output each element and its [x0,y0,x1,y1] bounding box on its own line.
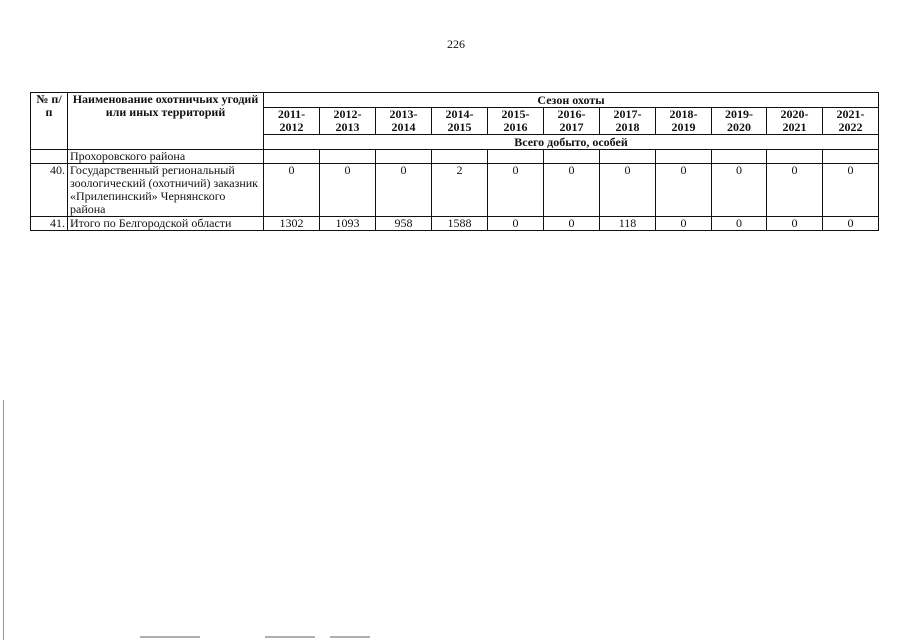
row-value [376,150,432,164]
row-number: 40. [31,164,68,217]
row-value [544,150,600,164]
header-year: 2017-2018 [600,108,656,135]
header-row-season [31,93,879,108]
header-year: 2013-2014 [376,108,432,135]
row-number [31,150,68,164]
header-year: 2020-2021 [767,108,823,135]
table-row [31,150,879,164]
header-year: 2015-2016 [488,108,544,135]
header-season: Сезон охоты [264,93,879,108]
header-year: 2019-2020 [712,108,767,135]
row-value [488,150,544,164]
table-row [31,217,879,231]
row-value: 0 [823,217,879,231]
scan-edge-line [3,400,4,640]
row-value: 0 [488,217,544,231]
row-value: 0 [712,164,767,217]
row-value [432,150,488,164]
row-value: 0 [767,217,823,231]
row-value: 1093 [320,217,376,231]
row-name: Прохоровского района [68,150,264,164]
row-value: 0 [600,164,656,217]
row-value: 0 [767,164,823,217]
header-total: Всего добыто, особей [264,135,879,150]
row-value: 1302 [264,217,320,231]
row-value: 0 [544,164,600,217]
row-value: 0 [712,217,767,231]
row-value: 2 [432,164,488,217]
row-value: 0 [320,164,376,217]
row-name: Итого по Белгородской области [68,217,264,231]
header-year: 2018-2019 [656,108,712,135]
row-value: 0 [488,164,544,217]
header-year: 2012-2013 [320,108,376,135]
table-row [31,164,879,217]
row-value: 0 [544,217,600,231]
header-year: 2021-2022 [823,108,879,135]
row-value [600,150,656,164]
row-value: 0 [656,164,712,217]
row-value: 0 [656,217,712,231]
row-value [320,150,376,164]
row-value: 1588 [432,217,488,231]
row-value: 0 [376,164,432,217]
harvest-table [30,92,879,231]
row-value: 0 [823,164,879,217]
row-name: Государственный региональный зоологический (охотничий) заказник «Прилепинский» Чернянского района [68,164,264,217]
row-value [823,150,879,164]
row-value [712,150,767,164]
scan-smudge [330,636,370,638]
row-number: 41. [31,217,68,231]
scan-smudge [140,636,200,638]
header-name: Наименование охотничьих угодий или иных территорий [68,93,264,150]
scan-smudge [265,636,315,638]
row-value: 0 [264,164,320,217]
header-year: 2016-2017 [544,108,600,135]
row-value [264,150,320,164]
header-year: 2014-2015 [432,108,488,135]
header-year: 2011-2012 [264,108,320,135]
row-value [656,150,712,164]
row-value [767,150,823,164]
row-value: 118 [600,217,656,231]
page-number: 226 [447,37,465,51]
row-value: 958 [376,217,432,231]
header-no: № п/п [31,93,68,150]
